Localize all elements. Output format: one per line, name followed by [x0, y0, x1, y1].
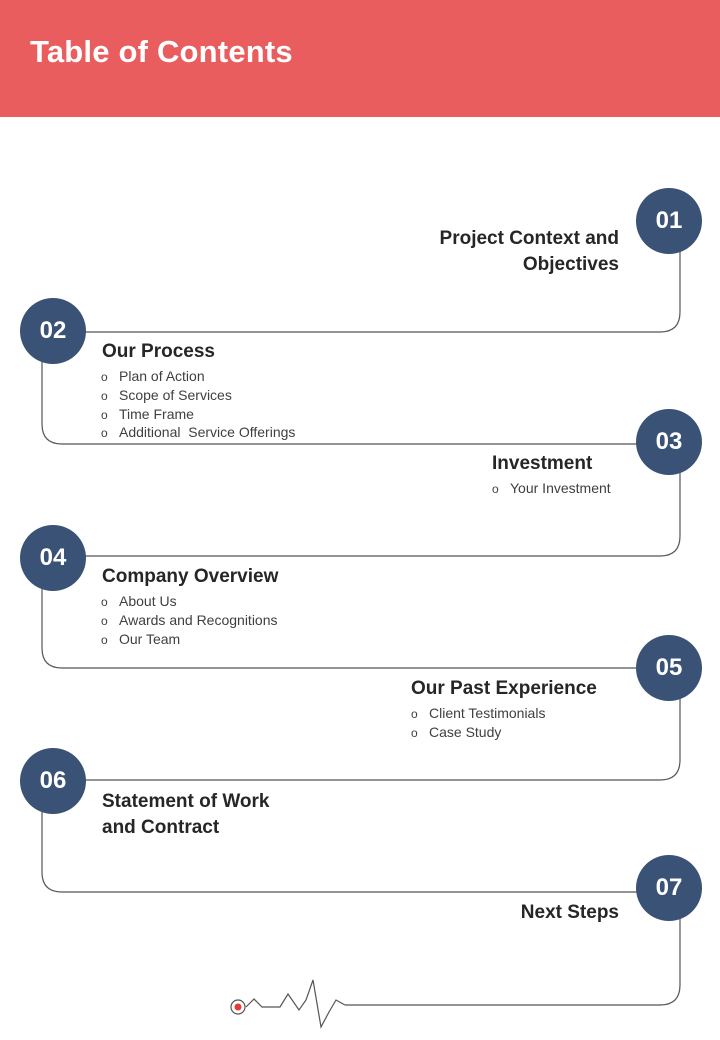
list-item-label: Our Team — [119, 630, 181, 647]
section-number: 01 — [655, 207, 683, 234]
bullet-icon: o — [411, 707, 418, 721]
list-item — [101, 631, 278, 650]
bullet-icon: o — [411, 725, 418, 740]
section-title-next-steps — [521, 900, 619, 926]
section-title-line: and Contract — [102, 817, 220, 838]
bullet-icon: o — [101, 370, 108, 384]
list-item — [411, 705, 545, 724]
section-title-line: Company Overview — [102, 566, 279, 587]
list-item — [101, 368, 295, 387]
section-title-line: Our Past Experience — [411, 678, 597, 699]
section-title-line: Investment — [492, 453, 593, 474]
list-item — [101, 593, 278, 612]
page-title: Table of Contents — [30, 34, 293, 69]
section-number-badge-02 — [20, 298, 86, 364]
list-item-label: Client Testimonials — [429, 705, 546, 721]
section-title-line: Next Steps — [520, 902, 619, 923]
bullet-icon: o — [101, 388, 108, 403]
section-items-our-process — [101, 368, 295, 443]
list-item — [101, 612, 278, 631]
section-items-company-overview — [101, 593, 278, 649]
section-number: 04 — [39, 544, 67, 571]
section-number: 02 — [39, 317, 67, 344]
section-title-investment — [492, 451, 592, 477]
heartbeat-line — [246, 980, 345, 1027]
section-title-line: Project Context and — [439, 228, 619, 249]
section-title-line: Statement of Work — [102, 791, 270, 812]
section-items-past-experience — [411, 705, 545, 743]
list-item — [411, 724, 545, 743]
bullet-icon: o — [101, 632, 108, 647]
section-number-badge-04 — [20, 525, 86, 591]
section-title-past-experience — [411, 676, 597, 702]
section-number: 07 — [655, 874, 683, 901]
section-number-badge-06 — [20, 748, 86, 814]
section-number-badge-01 — [636, 188, 702, 254]
list-item-label: Case Study — [429, 723, 502, 740]
list-item-label: Your Investment — [510, 480, 611, 496]
list-item-label: Scope of Services — [119, 386, 232, 403]
section-number-badge-05 — [636, 635, 702, 701]
section-title-line: Objectives — [522, 254, 619, 275]
list-item-label: About Us — [119, 593, 177, 609]
section-title-line: Our Process — [102, 341, 215, 362]
bullet-icon: o — [101, 426, 108, 441]
section-title-our-process — [102, 339, 215, 365]
section-title-project-context — [440, 226, 619, 278]
heartbeat-marker-dot — [235, 1004, 242, 1011]
bullet-icon: o — [492, 482, 499, 496]
section-number: 03 — [655, 428, 683, 455]
list-item-label: Time Frame — [119, 405, 194, 422]
bullet-icon: o — [101, 595, 108, 609]
section-number: 05 — [655, 654, 683, 681]
bullet-icon: o — [101, 407, 108, 422]
section-title-statement-of-work — [102, 789, 270, 841]
list-item — [101, 387, 295, 406]
bullet-icon: o — [101, 613, 108, 628]
list-item — [101, 406, 295, 425]
section-number: 06 — [39, 767, 67, 794]
section-number-badge-03 — [636, 409, 702, 475]
section-items-investment — [492, 480, 611, 499]
list-item-label: Awards and Recognitions — [119, 611, 278, 628]
list-item-label: Plan of Action — [119, 368, 205, 384]
section-number-badge-07 — [636, 855, 702, 921]
list-item — [101, 424, 295, 443]
section-title-company-overview — [102, 564, 278, 590]
list-item-label: Additional Service Offerings — [119, 424, 296, 441]
list-item — [492, 480, 611, 499]
